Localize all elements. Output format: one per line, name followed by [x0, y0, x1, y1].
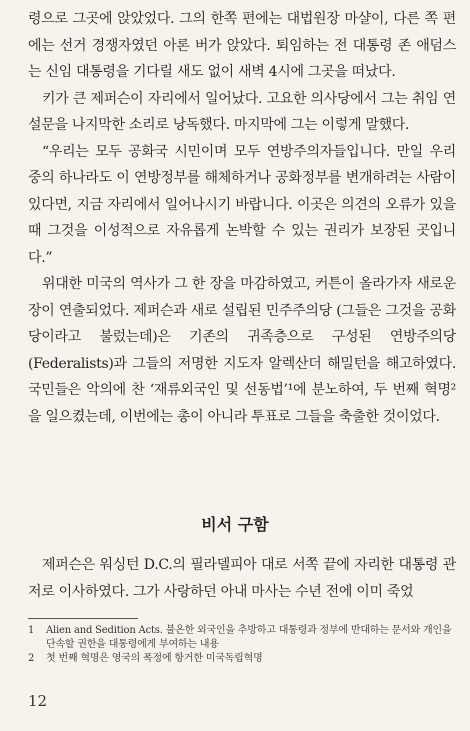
footnote-number: 2: [28, 653, 35, 664]
footnote-text: 첫 번째 혁명은 영국의 폭정에 항거한 미국독립혁명: [46, 653, 263, 664]
paragraph-3-quote: “우리는 모두 공화국 시민이며 모두 연방주의자들입니다. 만일 우리 중의 하나라도 이 연방정부를 해체하거나 공화정부를 변개하려는 사람이 있다면, 지금 자리에서 일어나시기 바랍니다. 이곳은 의견의 오류가 있을 때 그것을 이성적으로 자유롭게 논박할 수 있는 권리가 보장된 곳입니다.”: [28, 143, 456, 266]
body-text: [28, 6, 456, 430]
section-heading: 비서 구함: [201, 515, 269, 534]
paragraph-1: 령으로 그곳에 앉았었다. 그의 한쪽 편에는 대법원장 마샬이, 다른 쪽 편에는 선거 경쟁자였던 아론 버가 앉았다. 퇴임하는 전 대통령 존 애덤스는 신임 대통령을 기다릴 새도 없이 새벽 4시에 그곳을 떠났다.: [28, 11, 456, 80]
section-body: [28, 552, 456, 605]
footnotes: [28, 624, 456, 666]
footnote-number: 1: [28, 625, 35, 636]
footnote-1: [28, 624, 456, 652]
paragraph-5: 제퍼슨은 워싱턴 D.C.의 필라델피아 대로 서쪽 끝에 자리한 대통령 관저로 이사하였다. 그가 사랑하던 아내 마사는 수년 전에 이미 죽었: [28, 557, 456, 600]
page-number: 12: [28, 692, 48, 710]
footnote-divider: [28, 618, 138, 619]
paragraph-2: 키가 큰 제퍼슨이 자리에서 일어났다. 고요한 의사당에서 그는 취임 연설문을 나지막한 소리로 낭독했다. 마지막에 그는 이렇게 말했다.: [28, 90, 456, 133]
footnote-text: Alien and Sedition Acts. 불온한 외국인을 추방하고 대통령과 정부에 반대하는 문서와 개인을 단속할 권한을 대통령에게 부여하는 내용: [46, 625, 452, 650]
paragraph-4: 위대한 미국의 역사가 그 한 장을 마감하였고, 커튼이 올라가자 새로운 장이 연출되었다. 제퍼슨과 새로 설립된 민주주의당 (그들은 그것을 공화당이라고 불렀는데)은 기존의 귀족층으로 구성된 연방주의당(Federalists)과 그들의 저명한 지도자 알렉산더 해밀턴을 해고하였다. 국민들은 악의에 찬 ‘재류외국인 및 선동법’¹에 분노하여, 두 번째 혁명²을 일으켰는데, 이번에는 총이 아니라 투표로 그들을 축출한 것이었다.: [28, 276, 456, 425]
footnote-2: [28, 652, 456, 666]
